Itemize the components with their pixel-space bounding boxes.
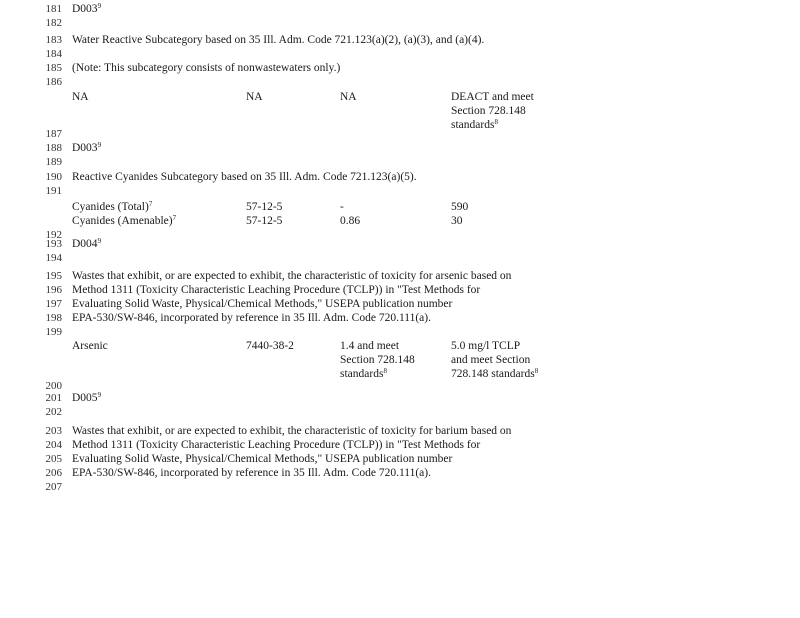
na-cell-2: NA bbox=[246, 91, 263, 103]
subcategory-note: (Note: This subcategory consists of nonwastewaters only.) bbox=[72, 62, 341, 74]
reactive-cyanides-heading: Reactive Cyanides Subcategory based on 35 Ill. Adm. Code 721.123(a)(5). bbox=[72, 171, 417, 183]
water-reactive-heading: Water Reactive Subcategory based on 35 Ill. Adm. Code 721.123(a)(2), (a)(3), and (a)(4). bbox=[72, 34, 485, 46]
line-number: 188 bbox=[45, 142, 62, 154]
cyanide-amenable-ww: 0.86 bbox=[340, 215, 361, 227]
arsenic-ww-line-3: standards$^8$ bbox=[340, 367, 387, 380]
line-number: 193 bbox=[45, 238, 62, 250]
line-number: 203 bbox=[45, 425, 62, 437]
waste-code-d005: $D005^9$ bbox=[72, 391, 102, 404]
d005-para-line-1: Wastes that exhibit, or are expected to exhibit, the characteristic of toxicity for barium based on bbox=[72, 425, 512, 437]
line-number: 206 bbox=[45, 467, 62, 479]
line-number: 182 bbox=[45, 17, 62, 29]
line-number: 183 bbox=[45, 34, 62, 46]
na-cell-3: NA bbox=[340, 91, 357, 103]
waste-code-d003: $D003^9$ bbox=[72, 2, 102, 15]
arsenic-nww-line-2: and meet Section bbox=[451, 354, 531, 366]
waste-code-d004: $D004^9$ bbox=[72, 237, 102, 250]
cyanide-amenable-nww: 30 bbox=[451, 215, 463, 227]
line-number: 202 bbox=[45, 406, 62, 418]
line-number: 189 bbox=[45, 156, 62, 168]
arsenic-name: Arsenic bbox=[72, 340, 108, 352]
line-number: 196 bbox=[45, 284, 62, 296]
line-number: 184 bbox=[45, 48, 62, 60]
cyanide-total-nww: 590 bbox=[451, 201, 469, 213]
d005-para-line-2: Method 1311 (Toxicity Characteristic Leaching Procedure (TCLP)) in "Test Methods for bbox=[72, 439, 481, 451]
d004-para-line-2: Method 1311 (Toxicity Characteristic Leaching Procedure (TCLP)) in "Test Methods for bbox=[72, 284, 481, 296]
deact-standard-line-2: Section 728.148 bbox=[451, 105, 526, 117]
line-number: 187 bbox=[45, 128, 62, 140]
line-number: 191 bbox=[45, 185, 62, 197]
deact-standard-line-3: standards$^8$ bbox=[451, 118, 498, 131]
line-number: 204 bbox=[45, 439, 62, 451]
line-number: 194 bbox=[45, 252, 62, 264]
line-number: 198 bbox=[45, 312, 62, 324]
d005-para-line-3: Evaluating Solid Waste, Physical/Chemical Methods," USEPA publication number bbox=[72, 453, 453, 465]
line-number: 192 bbox=[45, 229, 62, 241]
cyanide-total-name: Cyanides (Total)$^7$ bbox=[72, 200, 153, 213]
d004-para-line-3: Evaluating Solid Waste, Physical/Chemical Methods," USEPA publication number bbox=[72, 298, 453, 310]
d004-para-line-1: Wastes that exhibit, or are expected to exhibit, the characteristic of toxicity for arsenic based on bbox=[72, 270, 512, 282]
cyanide-amenable-cas: 57-12-5 bbox=[246, 215, 283, 227]
d005-para-line-4: EPA-530/SW-846, incorporated by reference in 35 Ill. Adm. Code 720.111(a). bbox=[72, 467, 431, 479]
line-number: 207 bbox=[45, 481, 62, 493]
deact-standard-line-1: DEACT and meet bbox=[451, 91, 534, 103]
arsenic-nww-line-1: 5.0 mg/l TCLP bbox=[451, 340, 521, 352]
line-number: 197 bbox=[45, 298, 62, 310]
line-number: 195 bbox=[45, 270, 62, 282]
line-number: 200 bbox=[45, 380, 62, 392]
cyanide-amenable-name: Cyanides (Amenable)$^7$ bbox=[72, 214, 177, 227]
line-number: 181 bbox=[45, 3, 62, 15]
cyanide-total-cas: 57-12-5 bbox=[246, 201, 283, 213]
na-cell-1: NA bbox=[72, 91, 89, 103]
line-number: 205 bbox=[45, 453, 62, 465]
line-number: 190 bbox=[45, 171, 62, 183]
arsenic-nww-line-3: 728.148 standards$^8$ bbox=[451, 367, 539, 380]
d004-para-line-4: EPA-530/SW-846, incorporated by reference in 35 Ill. Adm. Code 720.111(a). bbox=[72, 312, 431, 324]
arsenic-ww-line-2: Section 728.148 bbox=[340, 354, 415, 366]
line-number: 201 bbox=[45, 392, 62, 404]
line-number: 199 bbox=[45, 326, 62, 338]
line-number: 186 bbox=[45, 76, 62, 88]
cyanide-total-ww: - bbox=[340, 201, 344, 213]
waste-code-d003-second: $D003^9$ bbox=[72, 141, 102, 154]
arsenic-cas: 7440-38-2 bbox=[246, 340, 294, 352]
line-number: 185 bbox=[45, 62, 62, 74]
arsenic-ww-line-1: 1.4 and meet bbox=[340, 340, 400, 352]
